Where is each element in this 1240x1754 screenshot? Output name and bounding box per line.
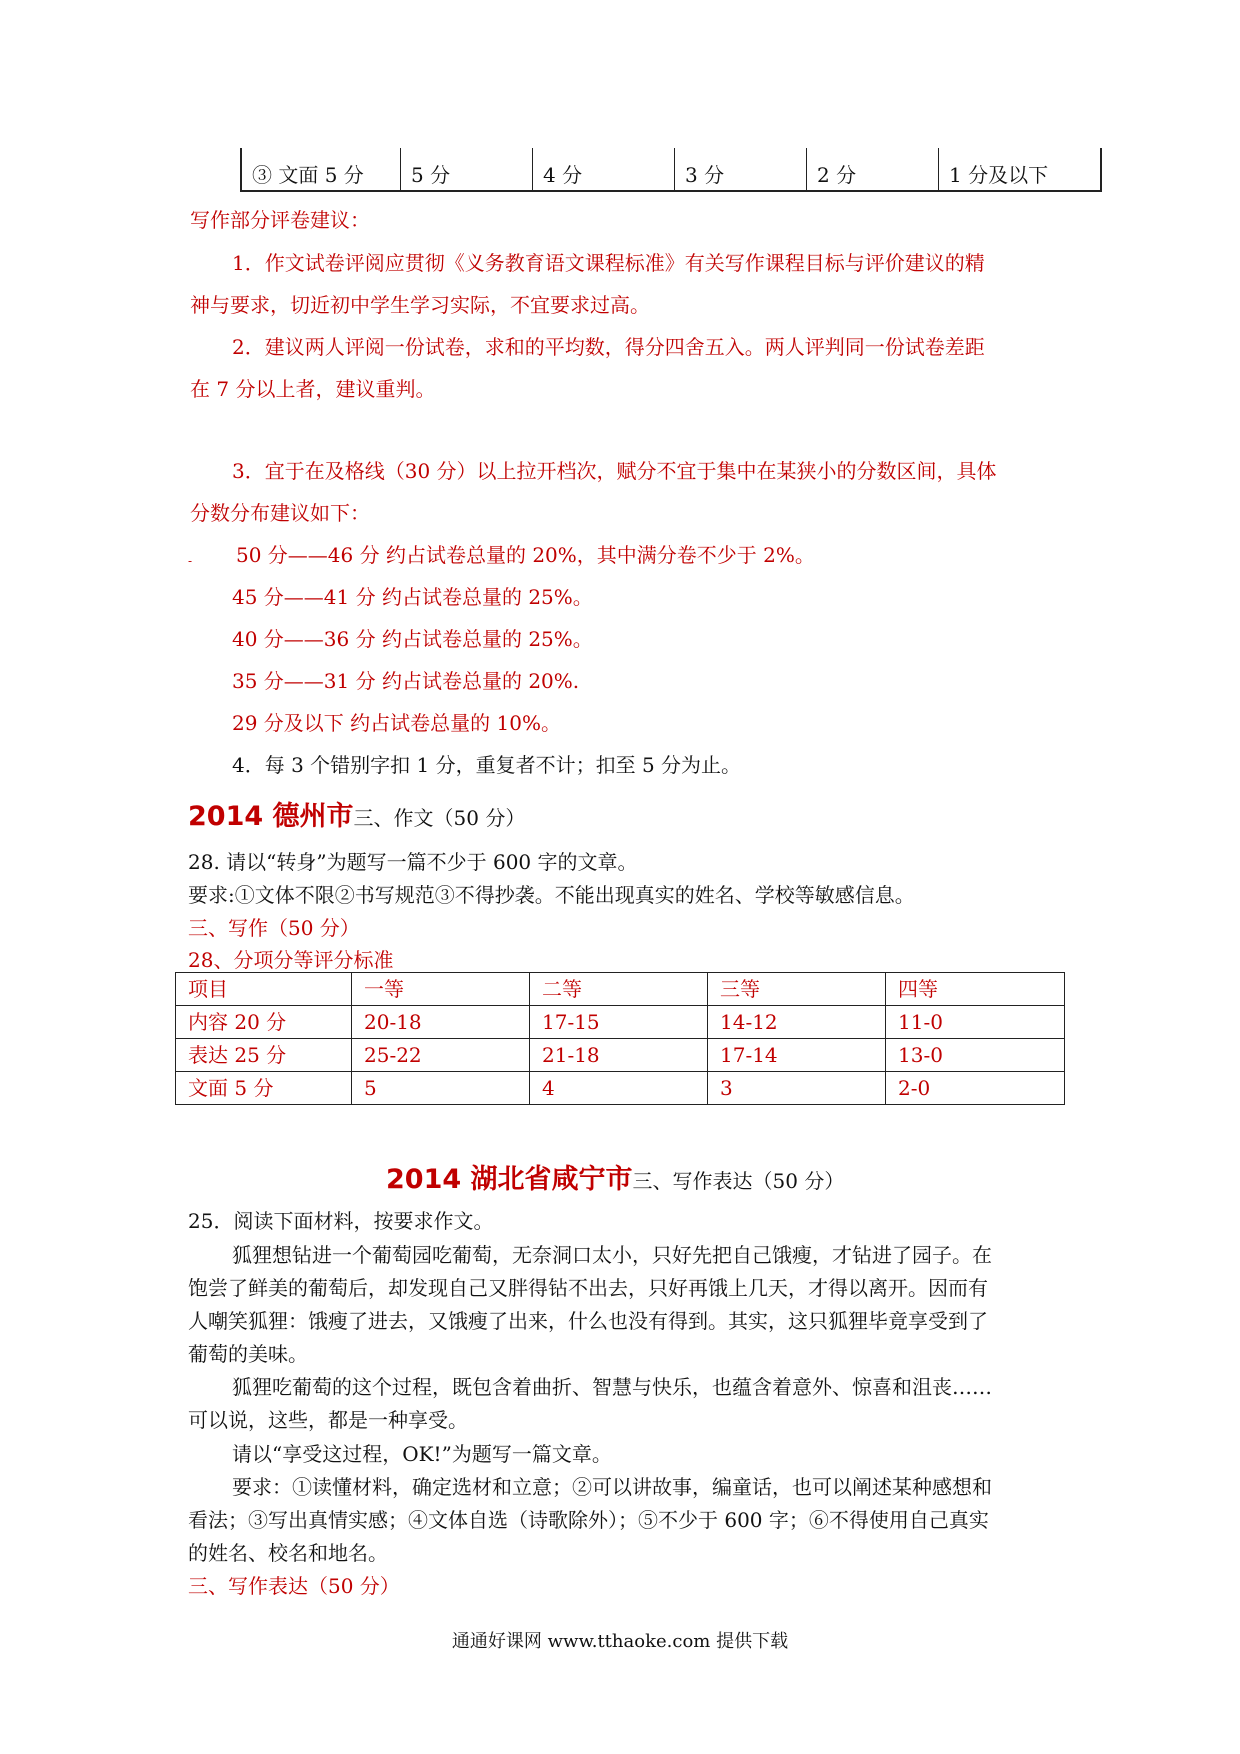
advice-p4: 4．每 3 个错别字扣 1 分，重复者不计；扣至 5 分为止。 (232, 753, 742, 777)
advice-p1-line2: 神与要求，切近初中学生学习实际，不宜要求过高。 (190, 293, 650, 317)
xianning-question: 25．阅读下面材料，按要求作文。 (188, 1209, 494, 1233)
prompt-line: 请以“享受这过程，OK!”为题写一篇文章。 (232, 1442, 612, 1466)
table-cell: 11-0 (886, 1006, 1065, 1039)
dezhou-table-title: 28、分项分等评分标准 (188, 948, 394, 972)
table-cell: 20-18 (352, 1006, 530, 1039)
dezhou-question: 28. 请以“转身”为题写一篇不少于 600 字的文章。 (188, 850, 638, 874)
score-distribution-line: 29 分及以下 约占试卷总量的 10%。 (232, 711, 561, 735)
dezhou-title (188, 794, 525, 833)
material-line: 饱尝了鲜美的葡萄后，却发现自己又胖得钻不出去，只好再饿上几天，才得以离开。因而有 (188, 1276, 988, 1300)
material-line: 狐狸想钻进一个葡萄园吃葡萄，无奈洞口太小，只好先把自己饿瘦，才钻进了园子。在 (232, 1243, 992, 1267)
table-cell: 17-15 (530, 1006, 708, 1039)
table-cell: 21-18 (530, 1039, 708, 1072)
advice-p3-line1: 3．宜于在及格线（30 分）以上拉开档次，赋分不宜于集中在某狭小的分数区间，具体 (232, 459, 997, 483)
dezhou-title-rest: 三、作文（50 分） (353, 806, 526, 830)
table-cell: 17-14 (708, 1039, 886, 1072)
top-table-cell: 2 分 (806, 148, 938, 190)
table-header-cell: 项目 (176, 973, 352, 1006)
dezhou-title-red: 2014 德州市 (188, 801, 354, 832)
score-distribution-line: 45 分——41 分 约占试卷总量的 25%。 (232, 585, 593, 609)
stray-bullet-mark: - (188, 554, 193, 568)
table-header-cell: 三等 (708, 973, 886, 1006)
table-header-cell: 二等 (530, 973, 708, 1006)
top-table-cell: ③ 文面 5 分 (252, 163, 364, 187)
xianning-title-red: 2014 湖北省咸宁市 (386, 1164, 633, 1195)
top-table-cell: 3 分 (674, 148, 806, 190)
table-row (176, 1072, 1065, 1105)
score-distribution-line: 50 分——46 分 约占试卷总量的 20%，其中满分卷不少于 2%。 (236, 543, 815, 567)
requirement-line: 的姓名、校名和地名。 (188, 1541, 388, 1565)
page-footer: 通通好课网 www.tthaoke.com 提供下载 (451, 1631, 789, 1652)
top-table-cell: 4 分 (532, 148, 674, 190)
advice-p2-line1: 2．建议两人评阅一份试卷，求和的平均数，得分四舍五入。两人评判同一份试卷差距 (232, 335, 985, 359)
table-header-row (176, 973, 1065, 1006)
material-line: 葡萄的美味。 (188, 1342, 308, 1366)
table-cell: 14-12 (708, 1006, 886, 1039)
advice-heading: 写作部分评卷建议： (190, 208, 370, 232)
dezhou-requirements: 要求:①文体不限②书写规范③不得抄袭。不能出现真实的姓名、学校等敏感信息。 (188, 883, 915, 907)
requirement-line: 要求：①读懂材料，确定选材和立意；②可以讲故事，编童话，也可以阐述某种感想和 (232, 1475, 992, 1499)
table-cell: 2-0 (886, 1072, 1065, 1105)
top-table-row (240, 148, 1102, 192)
table-cell: 表达 25 分 (176, 1039, 352, 1072)
top-table-cell: 5 分 (400, 148, 532, 190)
requirement-line: 看法；③写出真情实感；④文体自选（诗歌除外）；⑤不少于 600 字；⑥不得使用自己真实 (188, 1508, 989, 1532)
material-line: 可以说，这些，都是一种享受。 (188, 1408, 468, 1432)
table-cell: 5 (352, 1072, 530, 1105)
table-cell: 4 (530, 1072, 708, 1105)
score-distribution-line: 40 分——36 分 约占试卷总量的 25%。 (232, 627, 593, 651)
table-cell: 25-22 (352, 1039, 530, 1072)
table-header-cell: 四等 (886, 973, 1065, 1006)
top-table-cell: 1 分及以下 (938, 148, 1098, 190)
table-header-cell: 一等 (352, 973, 530, 1006)
grading-table (175, 972, 1065, 1105)
table-cell: 内容 20 分 (176, 1006, 352, 1039)
dezhou-section: 三、写作（50 分） (188, 916, 360, 940)
advice-p3-line2: 分数分布建议如下： (190, 501, 370, 525)
material-line: 狐狸吃葡萄的这个过程，既包含着曲折、智慧与快乐，也蕴含着意外、惊喜和沮丧…… (232, 1375, 992, 1399)
table-cell: 13-0 (886, 1039, 1065, 1072)
table-cell: 3 (708, 1072, 886, 1105)
xianning-title-rest: 三、写作表达（50 分） (632, 1169, 845, 1193)
material-line: 人嘲笑狐狸：饿瘦了进去，又饿瘦了出来，什么也没有得到。其实，这只狐狸毕竟享受到了 (188, 1309, 988, 1333)
score-distribution-line: 35 分——31 分 约占试卷总量的 20%. (232, 669, 580, 693)
xianning-title (386, 1157, 844, 1196)
advice-p1-line1: 1．作文试卷评阅应贯彻《义务教育语文课程标准》有关写作课程目标与评价建议的精 (232, 251, 985, 275)
table-row (176, 1006, 1065, 1039)
table-row (176, 1039, 1065, 1072)
xianning-section: 三、写作表达（50 分） (188, 1574, 400, 1598)
table-cell: 文面 5 分 (176, 1072, 352, 1105)
advice-p2-line2: 在 7 分以上者，建议重判。 (190, 377, 436, 401)
